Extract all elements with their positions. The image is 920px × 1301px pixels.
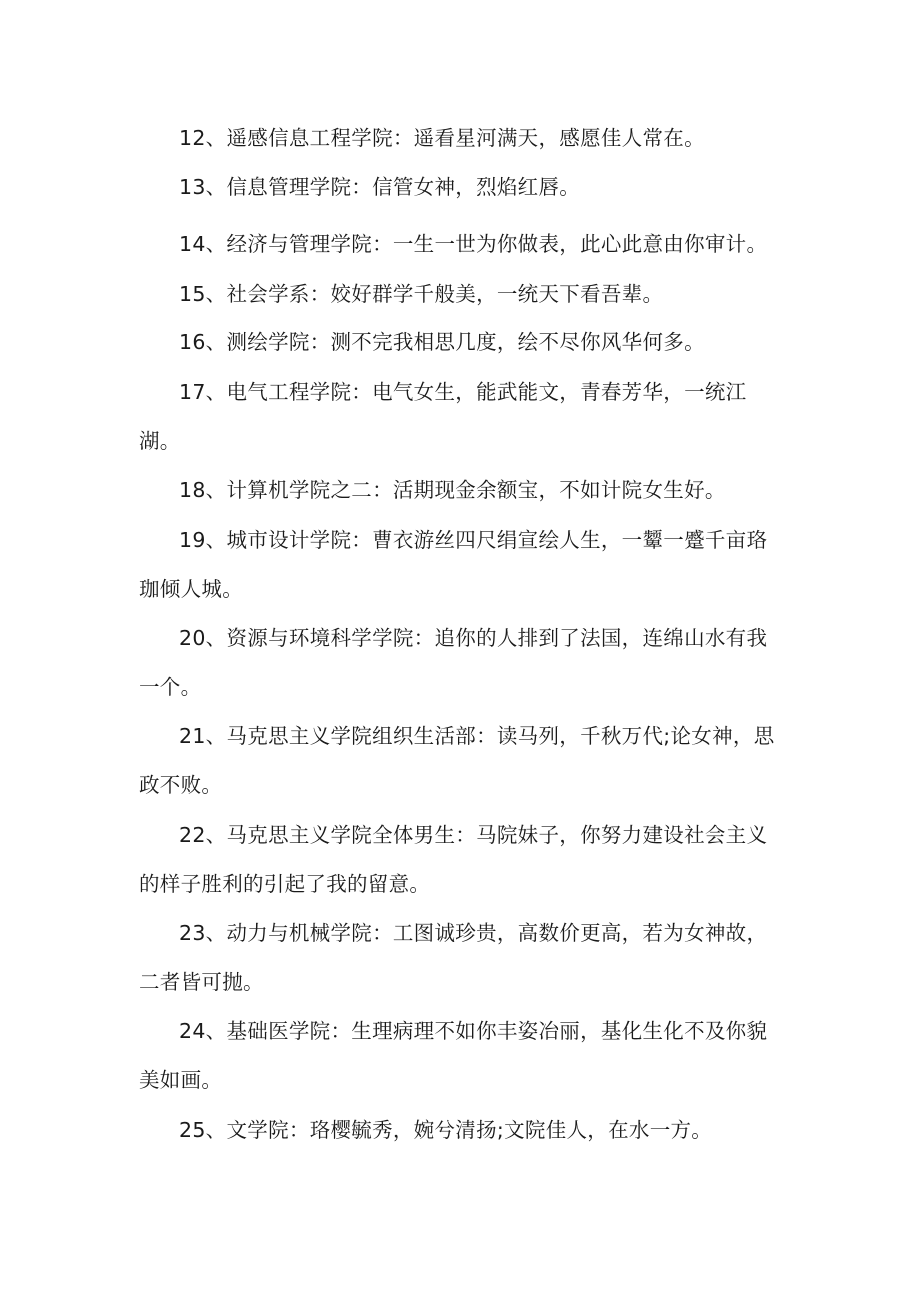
paragraph-16: 16、测绘学院：测不完我相思几度，绘不尽你风华何多。 (179, 330, 705, 354)
paragraph-19: 19、城市设计学院：曹衣游丝四尺绢宣绘人生，一颦一蹙千亩珞珈倾人城。 (139, 528, 768, 601)
paragraph-24: 24、基础医学院：生理病理不如你丰姿冶丽，基化生化不及你貌美如画。 (139, 1019, 768, 1092)
paragraph-14: 14、经济与管理学院：一生一世为你做表，此心此意由你审计。 (179, 232, 768, 256)
paragraph-17: 17、电气工程学院：电气女生，能武能文，青春芳华，一统江湖。 (139, 380, 747, 453)
paragraph-22: 22、马克思主义学院全体男生：马院妹子，你努力建设社会主义的样子胜利的引起了我的留意。 (139, 823, 768, 896)
paragraph-15: 15、社会学系：姣好群学千般美，一统天下看吾辈。 (179, 282, 664, 306)
paragraph-13: 13、信息管理学院：信管女神，烈焰红唇。 (179, 175, 581, 199)
paragraph-12: 12、遥感信息工程学院：遥看星河满天，感愿佳人常在。 (179, 126, 705, 150)
paragraph-18: 18、计算机学院之二：活期现金余额宝，不如计院女生好。 (179, 478, 726, 502)
paragraph-25: 25、文学院：珞樱毓秀，婉兮清扬;文院佳人，在水一方。 (179, 1118, 713, 1142)
paragraph-21: 21、马克思主义学院组织生活部：读马列，千秋万代;论女神，思政不败。 (139, 724, 775, 797)
paragraph-23: 23、动力与机械学院：工图诚珍贵，高数价更高，若为女神故，二者皆可抛。 (139, 921, 768, 994)
paragraph-20: 20、资源与环境科学学院：追你的人排到了法国，连绵山水有我一个。 (139, 626, 768, 699)
